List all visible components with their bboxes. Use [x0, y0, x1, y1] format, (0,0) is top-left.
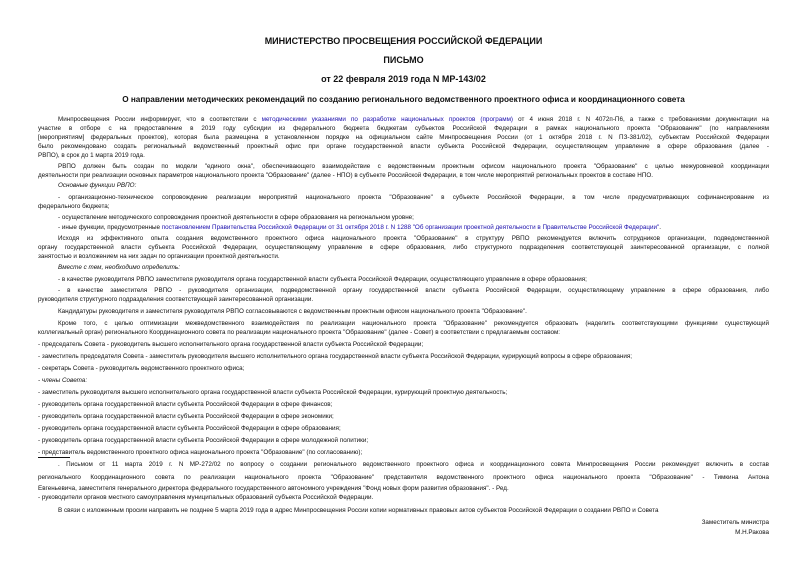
paragraph-line: [мероприятиям] федеральных проектов), которая была размещена в установленном порядке на официальном сайте Минпросвещения России (от 1 октября 2018 г. N ПЗ-381/02), субъектам Российской Федерации: [38, 134, 769, 141]
footnote-line: . Письмом от 11 марта 2019 г. N МР-272/02 по вопросу о создании регионального ведомственного проектного офиса и координационного совета Минпросвещения России рекомендует включить в состав: [58, 461, 769, 468]
paragraph-line: Кандидатуры руководителя и заместителя руководителя РВПО согласовываются с ведомственным проектным офисом национального проекта "Образование".: [58, 308, 527, 315]
council-member-line: - руководитель органа государственной власти субъекта Российской Федерации в сфере финансов;: [38, 401, 333, 408]
paragraph-line: [58, 116, 769, 125]
paragraph-line: Исходя из эффективного опыта создания ведомственного проектного офиса национального проекта "Образование" в структуру РВПО рекомендуется включить сотрудников организации, подведомственной: [58, 235, 769, 242]
council-member-line: - руководитель органа государственной власти субъекта Российской Федерации в сфере молодежной политики;: [38, 437, 369, 444]
paragraph-line: В связи с изложенным просим направить не позднее 5 марта 2019 года в адрес Минпросвещения России копии нормативных правовых актов субъектов Российской Федерации о создании РВПО и Совета: [58, 507, 659, 514]
council-member-line: - представитель ведомственного проектного офиса национального проекта "Образование" (по согласованию);: [38, 449, 363, 456]
footnote-line: регионального Координационного совета по реализации национального проекта "Образование" представителя ведомственного проектного офиса национального проекта "Образование" - Тимкина Антона: [38, 474, 769, 481]
text-span: .: [659, 224, 661, 231]
council-member-line: - заместитель председателя Совета - заместитель руководителя высшего исполнительного органа государственной власти субъекта Российской Федерации, курирующий вопросы в сфере образования;: [38, 353, 633, 360]
footnote-divider: [38, 457, 70, 458]
signer-name: М.Н.Ракова: [735, 529, 769, 536]
paragraph-line: было рекомендовано создать региональный ведомственный проектный офис при органе государственной власти субъекта Российской Федерации, осуществляющем управление в сфере образования (далее -: [38, 143, 769, 150]
paragraph-line: - организационно-техническое сопровождение реализации мероприятий национального проекта "Образование" в субъекте Российской Федерации, в том числе предусматривающих софинансирование из: [58, 194, 769, 201]
paragraph-line: органу государственной власти субъекта Российской Федерации, осуществляющему управление в сфере образования, либо структурного подразделения соответствующей заинтересованной организации, с полной: [38, 244, 769, 251]
link-government-decree[interactable]: постановлением Правительства Российской Федерации от 31 октября 2018 г. N 1288 "Об организации проектной деятельности в Правительстве Российской Федерации": [161, 224, 660, 231]
council-member-line: - руководитель органа государственной власти субъекта Российской Федерации в сфере образования;: [38, 425, 341, 432]
paragraph-line: РВПО должен быть создан по модели "единого окна", обеспечивающего взаимодействие с ведомственным проектным офисом национального проекта "Образование" с целью межуровневой координации: [58, 163, 769, 170]
paragraph-line: руководителя структурного подразделения соответствующей заинтересованной организации.: [38, 296, 314, 303]
paragraph-line: [58, 224, 769, 233]
council-member-line: - члены Совета:: [38, 377, 88, 384]
paragraph-line: участие в отборе с на предоставление в 2019 году субсидии из федерального бюджета бюджетам субъектов Российской Федерации в рамках национального проекта "Образование" (по направлениям: [38, 125, 769, 132]
council-member-line: - руководитель органа государственной власти субъекта Российской Федерации в сфере экономики;: [38, 413, 334, 420]
paragraph-line: коллегиальный орган) регионального Координационного совета по реализации национального проекта "Образование" (далее - Совет) в соответствии с предлагаемым составом:: [38, 329, 561, 336]
text-span: от 4 июня 2018 г. N 4072п-П6, а также с требованиями документации на: [513, 116, 769, 123]
paragraph-line: РВПО), в срок до 1 марта 2019 года.: [38, 152, 145, 159]
paragraph-line: федерального бюджета;: [38, 203, 110, 210]
ministry-title: МИНИСТЕРСТВО ПРОСВЕЩЕНИЯ РОССИЙСКОЙ ФЕДЕРАЦИИ: [264, 36, 543, 46]
paragraph-line: - руководители органов местного самоуправления муниципальных образований субъекта Российской Федерации.: [38, 494, 374, 501]
paragraph-line: Вместе с тем, необходимо определить:: [58, 264, 180, 271]
council-member-line: - председатель Совета - руководитель высшего исполнительного органа государственной власти субъекта Российской Федерации;: [38, 341, 424, 348]
signer-title: Заместитель министра: [701, 519, 769, 526]
functions-heading: Основные функции РВПО:: [58, 182, 137, 189]
paragraph-line: деятельности при реализации основных параметров национального проекта "Образование" (далее - НПО) в субъекте Российской Федерации, в том числе мероприятий региональных проектов в составе НПО.: [38, 172, 654, 179]
document-date-number: от 22 февраля 2019 года N МР-143/02: [321, 74, 486, 84]
text-span: Минпросвещения России информирует, что в соответствии с: [58, 116, 262, 123]
link-methodical-instructions[interactable]: методическими указаниями по разработке национальных проектов (программ): [261, 116, 513, 123]
council-member-line: - секретарь Совета - руководитель ведомственного проектного офиса;: [38, 365, 245, 372]
footnote-line: Евгеньевича, заместителя генерального директора федерального государственного автономного учреждения "Фонд новых форм развития образования". - Ред.: [38, 485, 509, 492]
paragraph-line: Кроме того, с целью оптимизации межведомственного взаимодействия по реализации национального проекта "Образование" рекомендуется образовать (наделить соответствующими функциями существующий: [58, 320, 769, 327]
paragraph-line: - в качестве руководителя РВПО заместителя руководителя органа государственной власти субъекта Российской Федерации, осуществляющего управление в сфере образования;: [58, 276, 587, 283]
paragraph-line: занятостью и возложением на них задач по организации проектной деятельности.: [38, 253, 280, 260]
paragraph-line: - осуществление методического сопровождения проектной деятельности в сфере образования на региональном уровне;: [58, 214, 414, 221]
paragraph-line: - в качестве заместителя РВПО - руководителя организации, подведомственной органу государственной власти субъекта Российской Федерации, осуществляющему управление в сфере образования, либо: [58, 287, 769, 294]
council-member-line: - заместитель руководителя высшего исполнительного органа государственной власти субъекта Российской Федерации, курирующий проектную деятельность;: [38, 389, 508, 396]
document-type: ПИСЬМО: [383, 55, 424, 65]
text-span: - иные функции, предусмотренные: [58, 224, 162, 231]
document-subject: О направлении методических рекомендаций по созданию регионального ведомственного проектного офиса и координационного совета: [122, 95, 685, 104]
